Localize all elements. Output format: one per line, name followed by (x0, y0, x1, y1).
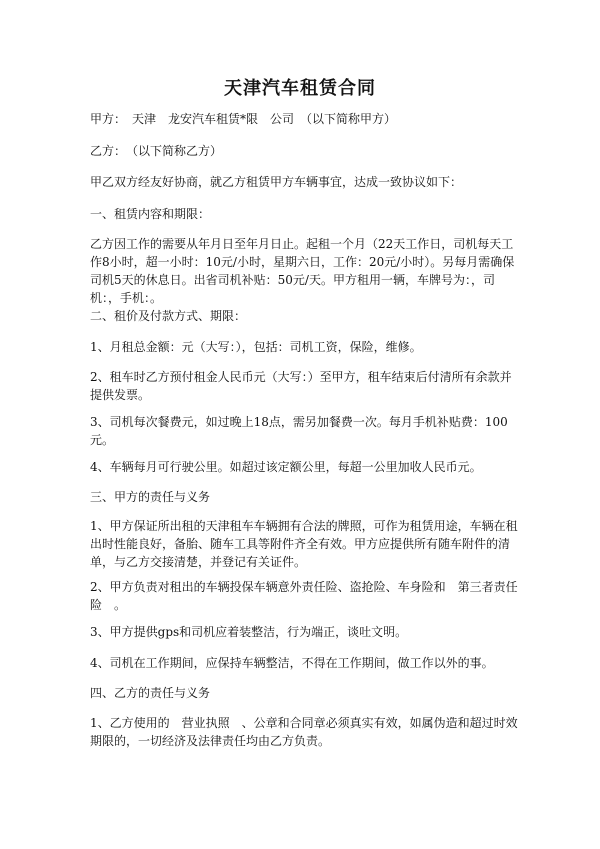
paragraph: 3、甲方提供gps和司机应着装整洁，行为端正，谈吐文明。 (90, 625, 408, 639)
document-title: 天津汽车租赁合同 (224, 78, 376, 99)
paragraph: 3、司机每次餐费元，如过晚上18点，需另加餐费一次。每月手机补贴费：100元。 (90, 415, 508, 447)
section-heading: 三、甲方的责任与义务 (90, 490, 211, 504)
paragraph: 1、月租总金额：元（大写：），包括：司机工资，保险，维修。 (90, 340, 422, 354)
paragraph: 2、甲方负责对租出的车辆投保车辆意外责任险、盗抢险、车身险和 第三者责任险 。 (90, 580, 518, 612)
section-heading: 二、租价及付款方式、期限： (90, 309, 247, 323)
paragraph: 2、租车时乙方预付租金人民币元（大写：）至甲方，租车结束后付清所有余款并提供发票。 (90, 370, 512, 402)
paragraph: 4、车辆每月可行驶公里。如超过该定额公里，每超一公里加收人民币元。 (90, 460, 482, 474)
section-heading: 四、乙方的责任与义务 (90, 686, 211, 700)
paragraph: 1、乙方使用的 营业执照 、公章和合同章必须真实有效，如属伪造和超过时效期限的，一切经济及法律责任均由乙方负责。 (90, 716, 518, 748)
paragraph: 1、甲方保证所出租的天津租车车辆拥有合法的牌照，可作为租赁用途，车辆在租出时性能良好，备胎、随车工具等附件齐全有效。甲方应提供所有随车附件的清单，与乙方交接清楚，并登记有关证件。 (90, 519, 518, 569)
paragraph: 4、司机在工作期间，应保持车辆整洁，不得在工作期间，做工作以外的事。 (90, 656, 494, 670)
paragraph: 乙方因工作的需要从年月日至年月日止。起租一个月（22天工作日，司机每天工作8小时，超一小时：10元/小时，星期六日，工作：20元/小时）。另每月需确保司机5天的休息日。出省司机补贴：50元/天。甲方租用一辆，车牌号为：，司机：，手机：。 (90, 237, 515, 305)
party-a-line: 甲方： 天津 龙安汽车租赁*限 公司 （以下简称甲方） (90, 112, 397, 126)
party-b-line: 乙方： （以下简称乙方） (90, 144, 223, 158)
preamble: 甲乙双方经友好协商，就乙方租赁甲方车辆事宜，达成一致协议如下： (90, 175, 463, 189)
section-heading: 一、租赁内容和期限： (90, 207, 211, 221)
